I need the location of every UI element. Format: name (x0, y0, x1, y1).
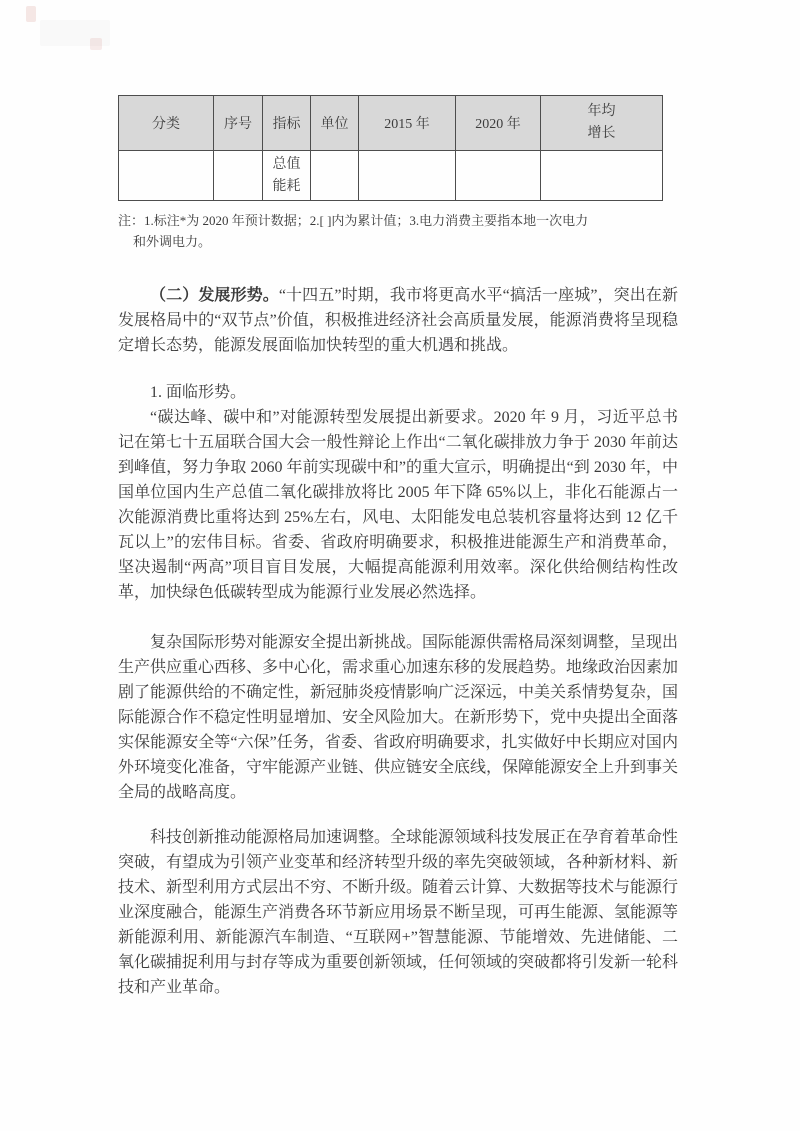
paragraph-tech-innovation: 科技创新推动能源格局加速调整。全球能源领域科技发展正在孕育着革命性突破，有望成为引领产业变革和经济转型升级的率先突破领域，各种新材料、新技术、新型利用方式层出不穷、不断升级。随着云计算、大数据等技术与能源行业深度融合，能源生产消费各环节新应用场景不断呈现，可再生能源、氢能源等新能源利用、新能源汽车制造、“互联网+”智慧能源、节能增效、先进储能、二氧化碳捕捉利用与封存等成为重要创新领域，任何领域的突破都将引发新一轮科技和产业革命。 (118, 829, 679, 996)
footnote-line2: 和外调电力。 (133, 234, 212, 249)
section-heading (118, 283, 678, 358)
paragraph-carbon-goals: “碳达峰、碳中和”对能源转型发展提出新要求。2020 年 9 月，习近平总书记在第七十五届联合国大会一般性辩论上作出“二氧化碳排放力争于 2030 年前达到峰值，努力争取 2060 年前实现碳中和”的重大宣示，明确提出“到 2030 年，中国单位国内生产总值二氧化碳排放将比 2005 年下降 65%以上，非化石能源占一次能源消费比重将达到 25%左右，风电、太阳能发电总装机容量将达到 12 亿千瓦以上”的宏伟目标。省委、省政府明确要求，积极推进能源生产和消费革命，坚决遏制“两高”项目盲目发展，大幅提高能源利用效率。深化供给侧结构性改革，加快绿色低碳转型成为能源行业发展必然选择。 (118, 409, 678, 601)
header-2020: 2020 年 (456, 96, 541, 151)
cell-serial (214, 151, 263, 201)
section-heading-lead: （二）发展形势。 (150, 287, 279, 304)
watermark-mark (26, 6, 36, 22)
cell-unit (311, 151, 359, 201)
page-content (118, 95, 678, 1000)
watermark-mark (90, 38, 102, 50)
cell-2020 (456, 151, 541, 201)
cell-indicator-line1: 总值 (272, 156, 301, 172)
cell-indicator-line2: 能耗 (272, 178, 301, 194)
table-row (119, 151, 663, 201)
header-avg-growth-line2: 增长 (587, 126, 616, 141)
header-serial: 序号 (214, 96, 263, 151)
body-text (118, 283, 678, 1000)
header-avg-growth (541, 96, 663, 151)
table-footnote (118, 210, 678, 252)
cell-category (119, 151, 214, 201)
header-indicator: 指标 (263, 96, 311, 151)
header-2015: 2015 年 (359, 96, 456, 151)
header-avg-growth-line1: 年均 (587, 104, 616, 119)
cell-2015 (359, 151, 456, 201)
sub-heading: 1. 面临形势。 (150, 384, 247, 401)
header-category: 分类 (119, 96, 214, 151)
paragraph-energy-security: 复杂国际形势对能源安全提出新挑战。国际能源供需格局深刻调整，呈现出生产供应重心西移、多中心化，需求重心加速东移的发展趋势。地缘政治因素加剧了能源供给的不确定性，新冠肺炎疫情影响广泛深远，中美关系情势复杂，国际能源合作不稳定性明显增加、安全风险加大。在新形势下，党中央提出全面落实保能源安全等“六保”任务，省委、省政府明确要求，扎实做好中长期应对国内外环境变化准备，守牢能源产业链、供应链安全底线，保障能源安全上升到事关全局的战略高度。 (118, 634, 679, 801)
header-unit: 单位 (311, 96, 359, 151)
footnote-line1: 注：1.标注*为 2020 年预计数据；2.[ ]内为累计值；3.电力消费主要指本地一次电力 (118, 213, 589, 228)
section-heading-rest: “十四五”时期，我市将更高水平“搞活一座城”，突出在新发展格局中的“双节点”价值，积极推进经济社会高质量发展，能源消费将呈现稳定增长态势，能源发展面临加快转型的重大机遇和挑战。 (118, 287, 678, 354)
cell-indicator (263, 151, 311, 201)
indicators-table (118, 95, 663, 201)
cell-avg-growth (541, 151, 663, 201)
table-header-row (119, 96, 663, 151)
